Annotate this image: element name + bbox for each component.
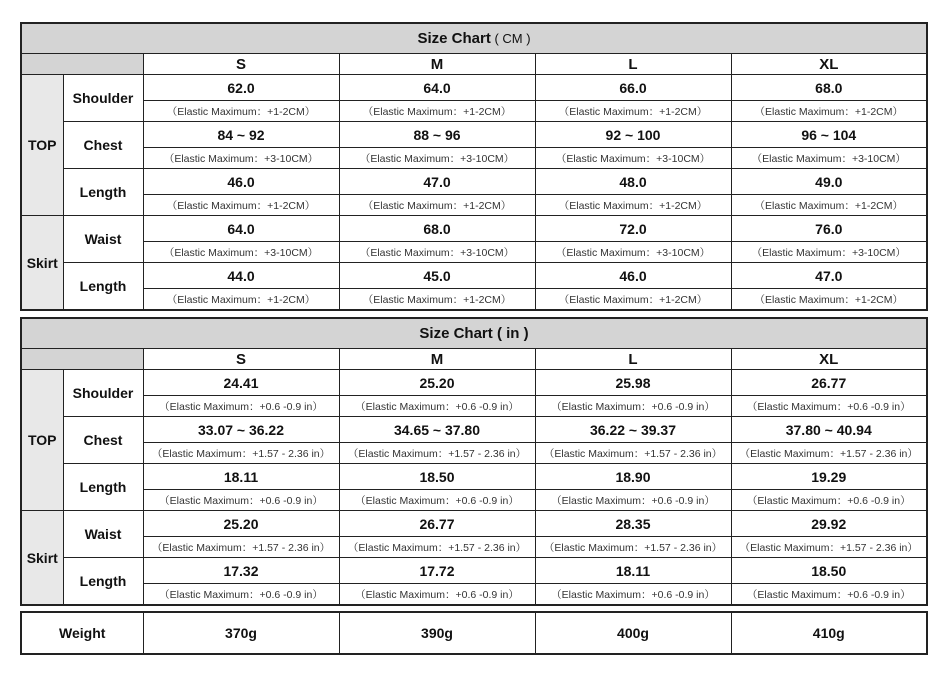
row-label-length: Length	[63, 169, 143, 216]
elastic-note: （Elastic Maximum：+1-2CM）	[339, 101, 535, 122]
value-cell: 17.72	[339, 558, 535, 584]
value-cell: 26.77	[339, 511, 535, 537]
value-cell: 64.0	[143, 216, 339, 242]
value-cell: 25.98	[535, 370, 731, 396]
table-row	[21, 370, 927, 396]
value-cell: 37.80 ~ 40.94	[731, 417, 927, 443]
header-blank-cell	[21, 349, 143, 370]
row-label-weight: Weight	[21, 612, 143, 654]
value-cell: 18.11	[143, 464, 339, 490]
elastic-note: （Elastic Maximum：+1.57 - 2.36 in）	[143, 443, 339, 464]
value-cell: 28.35	[535, 511, 731, 537]
size-header-row	[21, 54, 927, 75]
value-cell: 17.32	[143, 558, 339, 584]
table-row	[21, 122, 927, 148]
weight-value: 400g	[535, 612, 731, 654]
size-header-l: L	[535, 349, 731, 370]
value-cell: 18.50	[339, 464, 535, 490]
elastic-note: （Elastic Maximum：+0.6 -0.9 in）	[535, 490, 731, 511]
elastic-note: （Elastic Maximum：+1.57 - 2.36 in）	[535, 537, 731, 558]
chart-unit	[491, 31, 531, 46]
value-cell: 68.0	[339, 216, 535, 242]
value-cell: 36.22 ~ 39.37	[535, 417, 731, 443]
size-header-row	[21, 349, 927, 370]
size-header-xl: XL	[731, 349, 927, 370]
weight-value: 390g	[339, 612, 535, 654]
table-row	[21, 263, 927, 289]
value-cell: 68.0	[731, 75, 927, 101]
elastic-note: （Elastic Maximum：+1.57 - 2.36 in）	[731, 443, 927, 464]
value-cell: 33.07 ~ 36.22	[143, 417, 339, 443]
value-cell: 18.11	[535, 558, 731, 584]
elastic-note: （Elastic Maximum：+3-10CM）	[731, 242, 927, 263]
size-header-xl: XL	[731, 54, 927, 75]
elastic-note: （Elastic Maximum：+1-2CM）	[535, 195, 731, 216]
value-cell: 88 ~ 96	[339, 122, 535, 148]
table-row	[21, 216, 927, 242]
note-row	[21, 490, 927, 511]
table-row	[21, 169, 927, 195]
note-row	[21, 584, 927, 606]
elastic-note: （Elastic Maximum：+1-2CM）	[731, 289, 927, 311]
chart-unit-text: ( CM )	[494, 31, 531, 46]
group-label-top: TOP	[21, 370, 63, 511]
note-row	[21, 443, 927, 464]
size-chart-in	[20, 317, 928, 606]
table-row	[21, 511, 927, 537]
row-label-chest: Chest	[63, 417, 143, 464]
elastic-note: （Elastic Maximum：+1-2CM）	[143, 101, 339, 122]
chart-unit-text: ( in )	[496, 325, 529, 342]
value-cell: 19.29	[731, 464, 927, 490]
elastic-note: （Elastic Maximum：+0.6 -0.9 in）	[731, 584, 927, 606]
value-cell: 47.0	[339, 169, 535, 195]
value-cell: 46.0	[143, 169, 339, 195]
value-cell: 92 ~ 100	[535, 122, 731, 148]
note-row	[21, 289, 927, 311]
note-row	[21, 101, 927, 122]
elastic-note: （Elastic Maximum：+0.6 -0.9 in）	[143, 396, 339, 417]
row-label-skirt-length: Length	[63, 558, 143, 606]
elastic-note: （Elastic Maximum：+3-10CM）	[535, 148, 731, 169]
note-row	[21, 396, 927, 417]
size-header-m: M	[339, 54, 535, 75]
size-header-s: S	[143, 349, 339, 370]
weight-table	[20, 611, 928, 655]
row-label-chest: Chest	[63, 122, 143, 169]
elastic-note: （Elastic Maximum：+1-2CM）	[143, 289, 339, 311]
value-cell: 47.0	[731, 263, 927, 289]
elastic-note: （Elastic Maximum：+0.6 -0.9 in）	[143, 584, 339, 606]
chart-title	[21, 318, 927, 349]
value-cell: 84 ~ 92	[143, 122, 339, 148]
elastic-note: （Elastic Maximum：+1-2CM）	[535, 289, 731, 311]
weight-row	[21, 612, 927, 654]
table-row	[21, 75, 927, 101]
size-header-s: S	[143, 54, 339, 75]
chart-title-row	[21, 318, 927, 349]
table-row	[21, 558, 927, 584]
elastic-note: （Elastic Maximum：+1-2CM）	[339, 289, 535, 311]
chart-title	[21, 23, 927, 54]
elastic-note: （Elastic Maximum：+3-10CM）	[339, 242, 535, 263]
elastic-note: （Elastic Maximum：+1-2CM）	[731, 195, 927, 216]
value-cell: 62.0	[143, 75, 339, 101]
elastic-note: （Elastic Maximum：+0.6 -0.9 in）	[731, 490, 927, 511]
note-row	[21, 148, 927, 169]
elastic-note: （Elastic Maximum：+1-2CM）	[731, 101, 927, 122]
elastic-note: （Elastic Maximum：+0.6 -0.9 in）	[535, 584, 731, 606]
value-cell: 25.20	[339, 370, 535, 396]
chart-title-text: Size Chart	[419, 325, 493, 342]
value-cell: 96 ~ 104	[731, 122, 927, 148]
value-cell: 24.41	[143, 370, 339, 396]
value-cell: 46.0	[535, 263, 731, 289]
chart-title-text: Size Chart	[417, 30, 491, 47]
weight-value: 370g	[143, 612, 339, 654]
value-cell: 18.90	[535, 464, 731, 490]
elastic-note: （Elastic Maximum：+1.57 - 2.36 in）	[143, 537, 339, 558]
elastic-note: （Elastic Maximum：+1.57 - 2.36 in）	[535, 443, 731, 464]
elastic-note: （Elastic Maximum：+1.57 - 2.36 in）	[339, 537, 535, 558]
row-label-waist: Waist	[63, 216, 143, 263]
size-header-m: M	[339, 349, 535, 370]
elastic-note: （Elastic Maximum：+1-2CM）	[339, 195, 535, 216]
value-cell: 44.0	[143, 263, 339, 289]
row-label-shoulder: Shoulder	[63, 75, 143, 122]
table-row	[21, 417, 927, 443]
elastic-note: （Elastic Maximum：+3-10CM）	[535, 242, 731, 263]
table-row	[21, 464, 927, 490]
row-label-length: Length	[63, 464, 143, 511]
group-label-top: TOP	[21, 75, 63, 216]
chart-title-row	[21, 23, 927, 54]
size-chart-cm	[20, 22, 928, 311]
value-cell: 34.65 ~ 37.80	[339, 417, 535, 443]
value-cell: 29.92	[731, 511, 927, 537]
group-label-skirt: Skirt	[21, 511, 63, 606]
row-label-skirt-length: Length	[63, 263, 143, 311]
elastic-note: （Elastic Maximum：+0.6 -0.9 in）	[339, 584, 535, 606]
elastic-note: （Elastic Maximum：+1.57 - 2.36 in）	[731, 537, 927, 558]
value-cell: 18.50	[731, 558, 927, 584]
group-label-skirt: Skirt	[21, 216, 63, 311]
elastic-note: （Elastic Maximum：+0.6 -0.9 in）	[339, 490, 535, 511]
size-header-l: L	[535, 54, 731, 75]
row-label-shoulder: Shoulder	[63, 370, 143, 417]
elastic-note: （Elastic Maximum：+0.6 -0.9 in）	[731, 396, 927, 417]
weight-value: 410g	[731, 612, 927, 654]
elastic-note: （Elastic Maximum：+1.57 - 2.36 in）	[339, 443, 535, 464]
value-cell: 64.0	[339, 75, 535, 101]
elastic-note: （Elastic Maximum：+0.6 -0.9 in）	[339, 396, 535, 417]
elastic-note: （Elastic Maximum：+3-10CM）	[143, 242, 339, 263]
value-cell: 45.0	[339, 263, 535, 289]
value-cell: 76.0	[731, 216, 927, 242]
value-cell: 72.0	[535, 216, 731, 242]
value-cell: 25.20	[143, 511, 339, 537]
elastic-note: （Elastic Maximum：+3-10CM）	[339, 148, 535, 169]
value-cell: 66.0	[535, 75, 731, 101]
elastic-note: （Elastic Maximum：+1-2CM）	[535, 101, 731, 122]
header-blank-cell	[21, 54, 143, 75]
elastic-note: （Elastic Maximum：+3-10CM）	[731, 148, 927, 169]
note-row	[21, 242, 927, 263]
elastic-note: （Elastic Maximum：+0.6 -0.9 in）	[143, 490, 339, 511]
value-cell: 26.77	[731, 370, 927, 396]
elastic-note: （Elastic Maximum：+3-10CM）	[143, 148, 339, 169]
note-row	[21, 537, 927, 558]
value-cell: 48.0	[535, 169, 731, 195]
elastic-note: （Elastic Maximum：+1-2CM）	[143, 195, 339, 216]
note-row	[21, 195, 927, 216]
row-label-waist: Waist	[63, 511, 143, 558]
value-cell: 49.0	[731, 169, 927, 195]
elastic-note: （Elastic Maximum：+0.6 -0.9 in）	[535, 396, 731, 417]
